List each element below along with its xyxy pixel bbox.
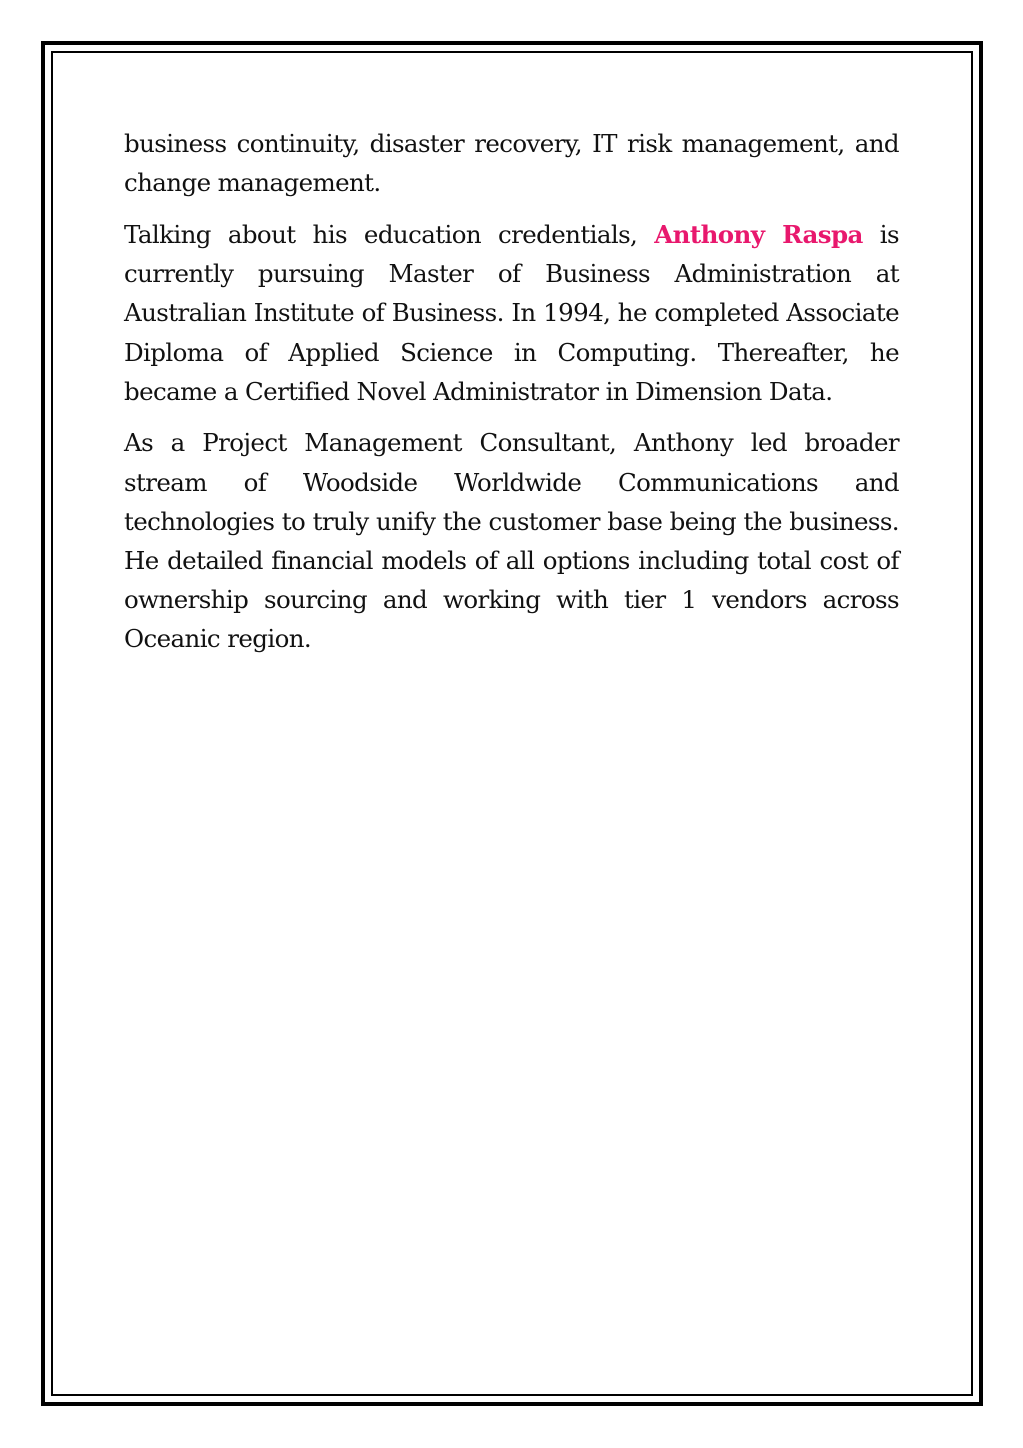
paragraph-text: business continuity, disaster recovery, IT risk management, and change management. xyxy=(124,129,899,198)
highlighted-name: Anthony Raspa xyxy=(654,219,863,249)
paragraph-text: As a Project Management Consultant, Anthony led broader stream of Woodside Worldwide Communications and technologies to truly unify the customer base being the business. He detailed financial models of all options including total cost of ownership sourcing and working with tier 1 vendors across Oceanic region. xyxy=(124,428,899,654)
paragraph-continuation xyxy=(124,124,899,202)
document-body xyxy=(124,124,899,671)
paragraph-text-before: Talking about his education credentials, xyxy=(124,219,655,249)
paragraph-text-after: is currently pursuing Master of Business Administration at Australian Institute of Business. In 1994, he completed Associate Diploma of Applied Science in Computing. Thereafter, he became a Certified Novel Administrator in Dimension Data. xyxy=(124,219,899,406)
paragraph-education xyxy=(124,215,899,411)
paragraph-consultant xyxy=(124,423,899,658)
